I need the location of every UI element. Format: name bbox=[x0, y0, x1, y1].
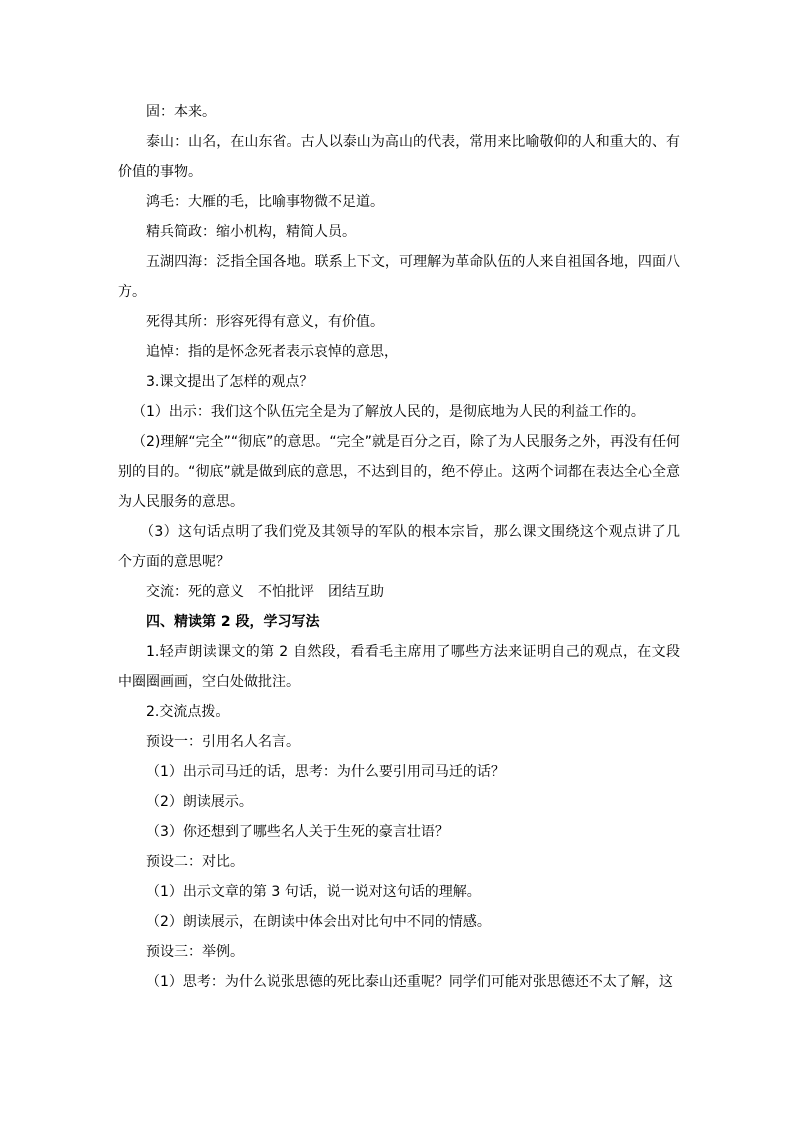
definition-taishan: 泰山：山名，在山东省。古人以泰山为高山的代表，常用来比喻敬仰的人和重大的、有价值的事物。 bbox=[118, 134, 680, 180]
definition-zhuidao: 追悼：指的是怀念死者表示哀悼的意思， bbox=[146, 344, 398, 360]
exchange-line: 交流：死的意义 不怕批评 团结互助 bbox=[146, 584, 384, 600]
preset-1-item-2: （2）朗读展示。 bbox=[146, 794, 253, 810]
item-understand-words: （2)理解“完全”“彻底”的意思。“完全”就是百分之百，除了为人民服务之外，再没有任何别的目的。“彻底”就是做到底的意思，不达到目的，绝不停止。这两个词都在表达全心全意为人民服务的意思。 bbox=[118, 434, 680, 510]
task-1: 1.轻声朗读课文的第 2 自然段，看看毛主席用了哪些方法来证明自己的观点，在文段中圈圈画画，空白处做批注。 bbox=[118, 644, 680, 690]
definition-wuhu: 五湖四海：泛指全国各地。联系上下文，可理解为革命队伍的人来自祖国各地，四面八方。 bbox=[118, 254, 680, 300]
definition-side: 死得其所：形容死得有意义，有价值。 bbox=[146, 314, 384, 330]
item-key-purpose: （3）这句话点明了我们党及其领导的军队的根本宗旨，那么课文围绕这个观点讲了几个方面的意思呢？ bbox=[118, 524, 680, 570]
definition-hongmao: 鸿毛：大雁的毛，比喻事物微不足道。 bbox=[146, 194, 384, 210]
document-body bbox=[118, 97, 680, 997]
question-3: 3.课文提出了怎样的观点？ bbox=[146, 374, 314, 390]
preset-1-item-1: （1）出示司马迁的话，思考：为什么要引用司马迁的话？ bbox=[146, 764, 505, 780]
definition-gu: 固：本来。 bbox=[146, 104, 216, 120]
task-2: 2.交流点拨。 bbox=[146, 704, 230, 720]
preset-2: 预设二：对比。 bbox=[146, 854, 244, 870]
preset-1-item-3: （3）你还想到了哪些名人关于生死的豪言壮语？ bbox=[146, 824, 449, 840]
preset-3: 预设三：举例。 bbox=[146, 944, 244, 960]
preset-2-item-1: （1）出示文章的第 3 句话，说一说对这句话的理解。 bbox=[146, 884, 481, 900]
item-show-viewpoint: （1）出示：我们这个队伍完全是为了解放人民的，是彻底地为人民的利益工作的。 bbox=[132, 404, 645, 420]
section-heading-4: 四、精读第 2 段，学习写法 bbox=[146, 614, 320, 630]
preset-2-item-2: （2）朗读展示，在朗读中体会出对比句中不同的情感。 bbox=[146, 914, 491, 930]
preset-3-item-1: （1）思考：为什么说张思德的死比泰山还重呢？同学们可能对张思德还不太了解，这 bbox=[146, 974, 673, 990]
preset-1: 预设一：引用名人名言。 bbox=[146, 734, 300, 750]
definition-jingbing: 精兵简政：缩小机构，精简人员。 bbox=[146, 224, 356, 240]
